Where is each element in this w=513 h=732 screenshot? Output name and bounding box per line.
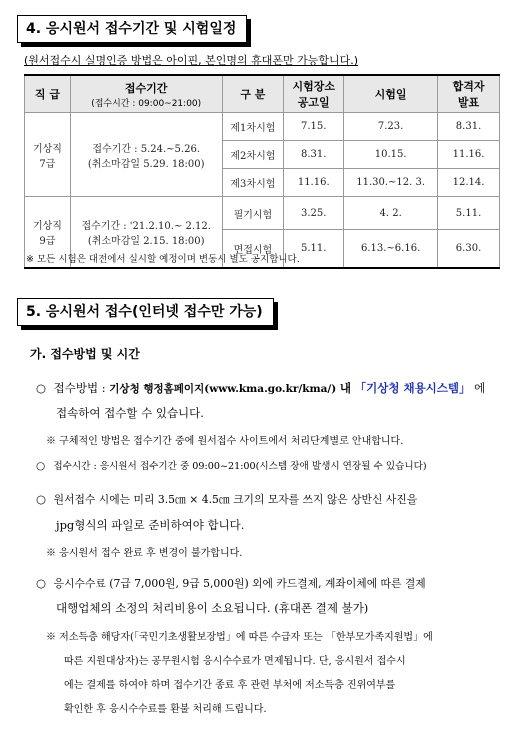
grade-7-l2: 7급 (39, 158, 56, 170)
header-pass-l1: 합격자 (452, 80, 485, 93)
header-period (70, 75, 222, 113)
header-grade: 직 급 (25, 75, 71, 113)
subsection-heading: 가. 접수방법 및 시간 (30, 347, 140, 361)
schedule-table (24, 74, 500, 269)
section-5-title: 5. 응시원서 접수(인터넷 접수만 가능) (17, 298, 274, 326)
bullet-circle: ○ (36, 381, 47, 395)
method-mid: 내 (339, 381, 351, 395)
grade-9-l2: 9급 (39, 236, 56, 247)
pass-cell: 12.14. (438, 169, 500, 197)
exam-cell: 10.15. (344, 141, 438, 169)
header-exam-date: 시험일 (344, 75, 438, 113)
exam-cell: 11.30.~12. 3. (344, 169, 438, 197)
header-pass (438, 75, 500, 113)
fee-line (36, 571, 426, 596)
header-period-label: 접수기간 (124, 81, 168, 95)
section-4-title: 4. 응시원서 접수기간 및 시험일정 (17, 15, 247, 43)
method-line (36, 376, 485, 401)
table-row (25, 113, 500, 141)
division-cell: 필기시험 (222, 197, 284, 230)
method-line-2: 접속하여 접수할 수 있습니다. (56, 406, 204, 420)
grade-7-l1: 기상직 (32, 143, 62, 155)
division-cell: 면접시험 (222, 230, 284, 269)
table-footnote: ※ 모든 시험은 대전에서 실시할 예정이며 변동시 별도 공지합니다. (26, 254, 300, 265)
photo-line-2: jpg형식의 파일로 준비하여야 합니다. (56, 518, 245, 532)
bullet-circle: ○ (36, 460, 46, 472)
announce-cell: 3.25. (284, 197, 344, 230)
announce-cell: 11.16. (284, 169, 344, 197)
grade-9-l1: 기상직 (32, 221, 62, 232)
division-cell: 제2차시험 (222, 141, 284, 169)
method-system: 「기상청 채용시스템」 (354, 381, 471, 395)
header-pass-l2: 발표 (457, 96, 480, 109)
header-announce-l1: 시험장소 (292, 80, 335, 93)
announce-cell: 7.15. (284, 113, 344, 141)
exam-cell: 4. 2. (344, 197, 438, 230)
header-division: 구 분 (222, 75, 284, 113)
pass-cell: 8.31. (438, 113, 500, 141)
bullet-circle: ○ (36, 492, 47, 506)
fee-note-4: 확인한 후 응시수수료를 환불 처리해 드립니다. (64, 704, 267, 715)
method-prefix: 접수방법 : (53, 381, 106, 395)
exam-cell: 6.13.~6.16. (344, 230, 438, 269)
method-suffix: 에 (474, 381, 486, 395)
fee-text-1: 응시수수료 (7급 7,000원, 9급 5,000원) 외에 카드결제, 계좌이체에 따른 결제 (53, 577, 426, 590)
fee-note-3: 에는 결제를 하여야 하며 접수기간 종료 후 관련 부처에 저소득층 진위여부를 (64, 680, 396, 691)
table-header-row (25, 75, 500, 113)
period-9-l1: 접수기간 : '21.2.10.~ 2.12. (81, 221, 211, 232)
period-7-l1: 접수기간 : 5.24.~5.26. (92, 143, 200, 155)
pass-cell: 11.16. (438, 141, 500, 169)
pass-cell: 5.11. (438, 197, 500, 230)
photo-line (36, 487, 417, 512)
header-announce (284, 75, 344, 113)
announce-cell: 8.31. (284, 141, 344, 169)
division-cell: 제3차시험 (222, 169, 284, 197)
grade-7-cell (25, 113, 71, 197)
header-period-sub: (접수시간 : 09:00~21:00) (91, 98, 202, 109)
time-line (36, 454, 427, 479)
pass-cell: 6.30. (438, 230, 500, 269)
time-text: 접수시간 : 응시원서 접수기간 중 09:00~21:00(시스템 장애 발생시 연장될 수 있습니다) (53, 461, 427, 472)
fee-note-1: ※ 저소득층 해당자(「국민기초생활보장법」에 따른 수급자 또는 「한부모가족지원법」에 (46, 632, 433, 643)
photo-note: ※ 응시원서 접수 완료 후 변경이 불가합니다. (46, 548, 243, 559)
realname-notice: (원서접수시 실명인증 방법은 아이핀, 본인명의 휴대폰만 가능합니다.) (24, 54, 359, 67)
method-site: 기상청 행정홈페이지(www.kma.go.kr/kma/) (109, 383, 337, 395)
photo-text-1: 원서접수 시에는 미리 3.5㎝ × 4.5㎝ 크기의 모자를 쓰지 않은 상반신 사진을 (53, 493, 418, 506)
fee-line-2: 대행업체의 소정의 처리비용이 소요됩니다. (휴대폰 결제 불가) (56, 601, 369, 615)
period-9-l2: (취소마감일 2.15. 18:00) (87, 236, 205, 247)
division-cell: 제1차시험 (222, 113, 284, 141)
announce-cell: 5.11. (284, 230, 344, 269)
exam-cell: 7.23. (344, 113, 438, 141)
table-row (25, 197, 500, 230)
period-7-l2: (취소마감일 5.29. 18:00) (87, 158, 205, 170)
header-announce-l2: 공고일 (297, 96, 330, 109)
method-note: ※ 구체적인 방법은 접수기간 중에 원서접수 사이트에서 처리단계별로 안내합니다. (46, 436, 404, 447)
fee-note-2: 따른 지원대상자)는 공무원시험 응시수수료가 면제됩니다. 단, 응시원서 접수시 (64, 656, 406, 667)
bullet-circle: ○ (36, 576, 47, 590)
period-7-cell (70, 113, 222, 197)
